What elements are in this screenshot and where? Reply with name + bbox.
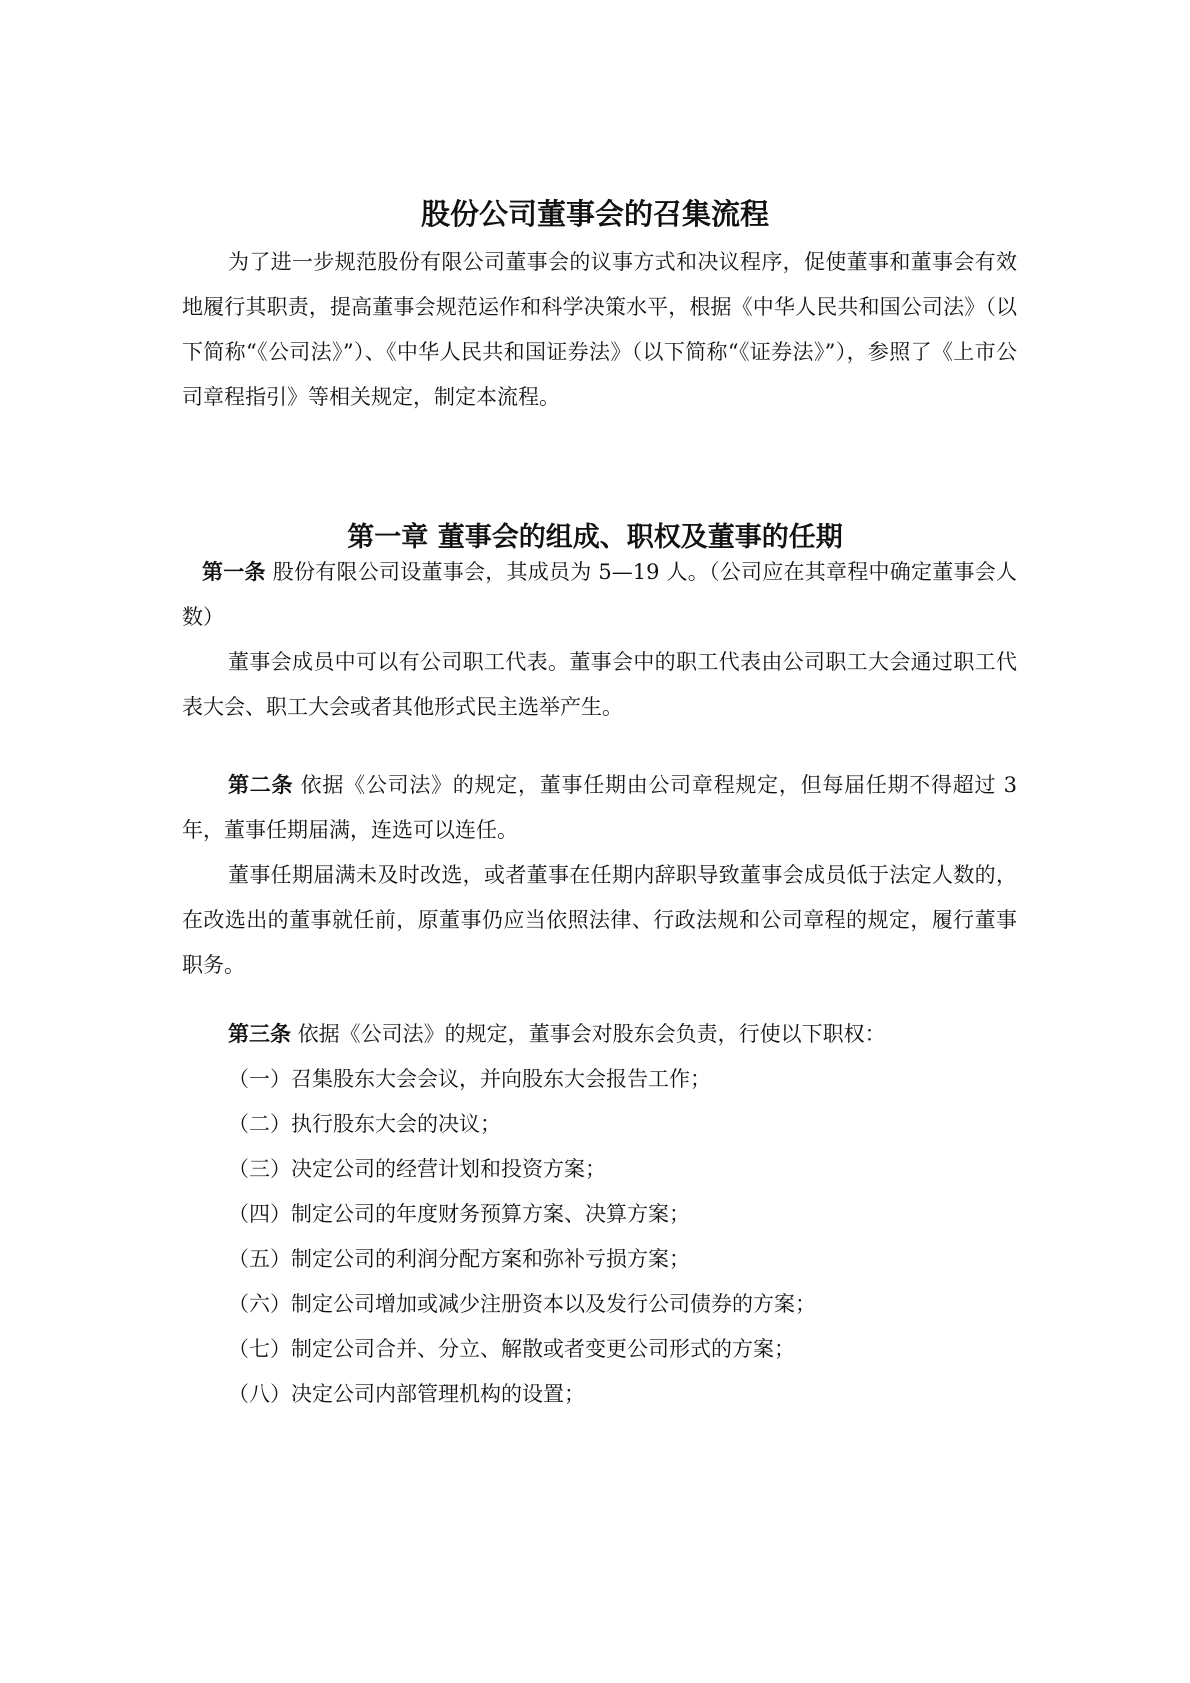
article-text: 股份有限公司设董事会，其成员为 5—19 人。（公司应在其章程中确定董事会人数） xyxy=(182,560,1018,629)
document-title: 股份公司董事会的召集流程 xyxy=(420,197,769,231)
list-item: （三）决定公司的经营计划和投资方案； xyxy=(228,1157,606,1181)
list-item: （一）召集股东大会会议，并向股东大会报告工作； xyxy=(228,1067,711,1091)
list-item: （四）制定公司的年度财务预算方案、决算方案； xyxy=(228,1202,690,1226)
article-text: 依据《公司法》的规定，董事任期由公司章程规定，但每届任期不得超过 3 年，董事任期届满，连选可以连任。 xyxy=(182,773,1017,842)
article-label: 第一条 xyxy=(202,560,266,584)
article-paragraph: 董事会成员中可以有公司职工代表。董事会中的职工代表由公司职工大会通过职工代表大会、职工大会或者其他形式民主选举产生。 xyxy=(182,650,1017,719)
article-1 xyxy=(182,550,1017,730)
list-item: （七）制定公司合并、分立、解散或者变更公司形式的方案； xyxy=(228,1337,795,1361)
list-item: （六）制定公司增加或减少注册资本以及发行公司债券的方案； xyxy=(228,1292,816,1316)
article-label: 第二条 xyxy=(228,773,294,797)
chapter-heading: 第一章 董事会的组成、职权及董事的任期 xyxy=(347,522,843,553)
list-item: （二）执行股东大会的决议； xyxy=(228,1112,501,1136)
article-text: 依据《公司法》的规定，董事会对股东会负责，行使以下职权： xyxy=(291,1022,886,1046)
article-label: 第三条 xyxy=(228,1022,291,1046)
list-item: （五）制定公司的利润分配方案和弥补亏损方案； xyxy=(228,1247,690,1271)
intro-paragraph: 为了进一步规范股份有限公司董事会的议事方式和决议程序，促使董事和董事会有效地履行其职责，提高董事会规范运作和科学决策水平，根据《中华人民共和国公司法》（以下简称“《公司法》”）、《中华人民共和国证券法》（以下简称“《证券法》”），参照了《上市公司章程指引》等相关规定，制定本流程。 xyxy=(182,250,1017,409)
list-item: （八）决定公司内部管理机构的设置； xyxy=(228,1382,585,1406)
article-paragraph: 董事任期届满未及时改选，或者董事在任期内辞职导致董事会成员低于法定人数的，在改选出的董事就任前，原董事仍应当依照法律、行政法规和公司章程的规定，履行董事职务。 xyxy=(182,863,1017,977)
article-3 xyxy=(182,1012,1017,1417)
article-2 xyxy=(182,763,1017,988)
